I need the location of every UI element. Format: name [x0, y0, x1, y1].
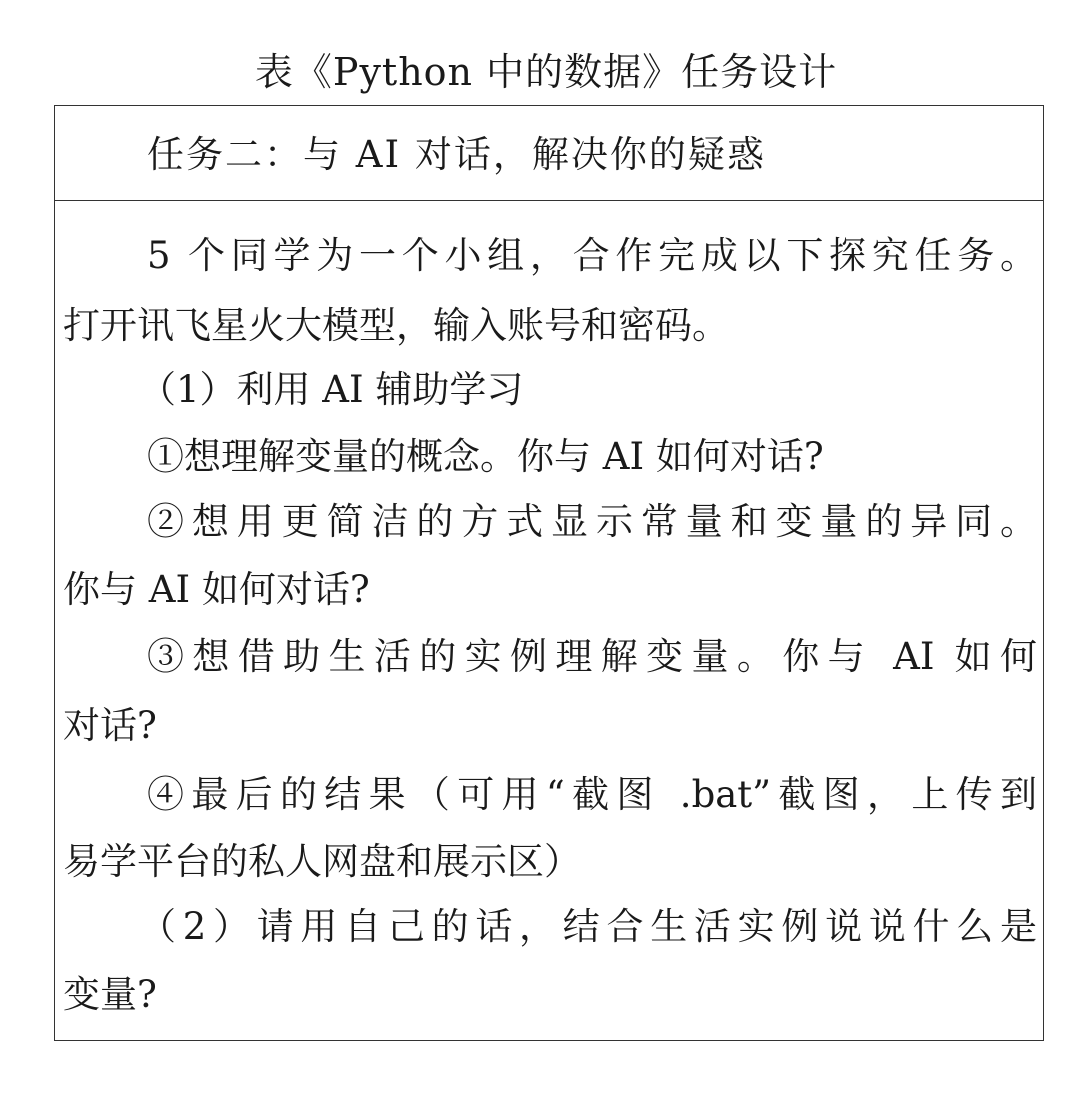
task-line-3: （1）利用 AI 辅助学习 — [139, 368, 524, 411]
task-title: 任务二：与 AI 对话，解决你的疑惑 — [147, 133, 766, 176]
task-line-9: ④最后的结果（可用“截图 .bat”截图，上传到 — [147, 773, 1037, 816]
task-line-10: 易学平台的私人网盘和展示区） — [63, 840, 581, 883]
task-line-12: 变量? — [63, 973, 157, 1016]
task-line-11: （2）请用自己的话，结合生活实例说说什么是 — [139, 905, 1037, 948]
task-body-row — [55, 201, 1043, 1041]
task-line-6: 你与 AI 如何对话? — [63, 568, 370, 611]
task-line-4: ①想理解变量的概念。你与 AI 如何对话? — [147, 435, 824, 478]
task-line-8: 对话? — [63, 704, 157, 747]
task-header-row — [55, 106, 1043, 201]
task-line-5: ②想用更简洁的方式显示常量和变量的异同。 — [147, 500, 1037, 543]
task-line-2: 打开讯飞星火大模型，输入账号和密码。 — [63, 304, 729, 347]
task-line-1: 5 个同学为一个小组，合作完成以下探究任务。 — [147, 234, 1037, 277]
task-line-7: ③想借助生活的实例理解变量。你与 AI 如何 — [147, 635, 1037, 678]
table-caption: 表《Python 中的数据》任务设计 — [254, 50, 838, 94]
task-table — [54, 105, 1044, 1041]
